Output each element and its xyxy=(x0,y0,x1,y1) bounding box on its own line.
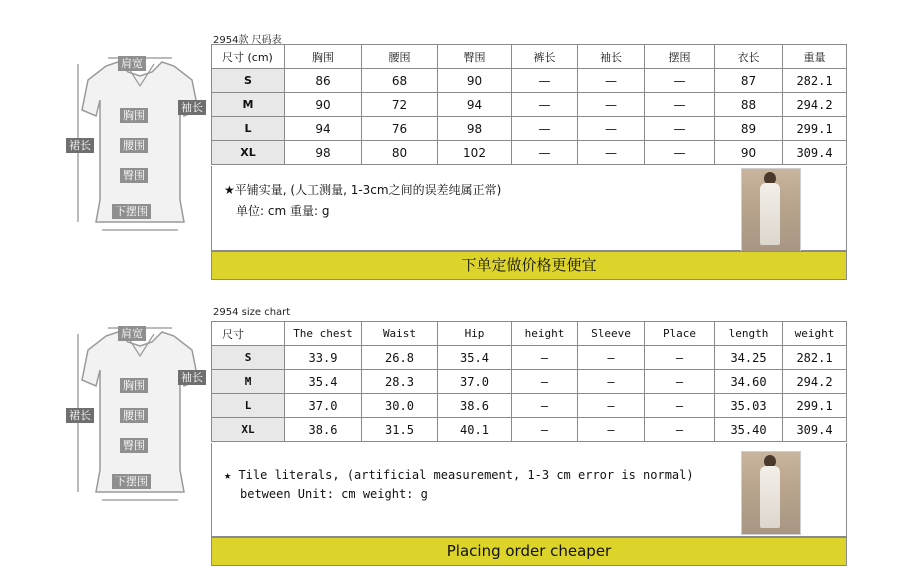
size-cell: XL xyxy=(212,418,285,442)
size-table xyxy=(211,44,847,165)
table-cell: — xyxy=(578,418,645,442)
label-chest: 胸围 xyxy=(120,108,148,123)
table-cell: 76 xyxy=(362,117,438,141)
table-cell: — xyxy=(645,418,715,442)
note-box xyxy=(211,443,847,537)
table-cell: 98 xyxy=(438,117,512,141)
table-cell: — xyxy=(578,93,645,117)
chart-title: 2954款 尺码表 xyxy=(213,35,282,46)
table-cell: 35.4 xyxy=(438,346,512,370)
header-cell: 裤长 xyxy=(512,45,578,69)
size-cell: M xyxy=(212,93,285,117)
header-cell: height xyxy=(512,322,578,346)
table-cell: 34.60 xyxy=(715,370,783,394)
table-cell: 35.40 xyxy=(715,418,783,442)
header-cell: 袖长 xyxy=(578,45,645,69)
header-cell: The chest xyxy=(285,322,362,346)
model-photo xyxy=(741,168,801,252)
table-row xyxy=(212,346,847,370)
table-cell: 94 xyxy=(438,93,512,117)
table-cell: — xyxy=(512,141,578,165)
table-cell: — xyxy=(645,141,715,165)
table-cell: 90 xyxy=(438,69,512,93)
table-cell: 89 xyxy=(715,117,783,141)
table-cell: 72 xyxy=(362,93,438,117)
table-cell: 98 xyxy=(285,141,362,165)
note-box xyxy=(211,166,847,251)
header-cell: 重量 xyxy=(783,45,847,69)
label-sleeve: 袖长 xyxy=(178,100,206,115)
table-cell: — xyxy=(578,69,645,93)
table-cell: 37.0 xyxy=(285,394,362,418)
table-cell: 33.9 xyxy=(285,346,362,370)
header-cell: Hip xyxy=(438,322,512,346)
table-cell: 294.2 xyxy=(783,370,847,394)
table-cell: 282.1 xyxy=(783,346,847,370)
garment-diagram xyxy=(66,320,216,505)
table-cell: — xyxy=(512,394,578,418)
header-cell: 衣长 xyxy=(715,45,783,69)
table-cell: 35.4 xyxy=(285,370,362,394)
chart-title: 2954 size chart xyxy=(213,307,291,318)
table-row xyxy=(212,394,847,418)
header-row xyxy=(212,45,847,69)
header-cell: 胸围 xyxy=(285,45,362,69)
size-cell: L xyxy=(212,394,285,418)
size-cell: L xyxy=(212,117,285,141)
table-cell: 40.1 xyxy=(438,418,512,442)
table-cell: — xyxy=(512,93,578,117)
table-cell: 80 xyxy=(362,141,438,165)
table-cell: 34.25 xyxy=(715,346,783,370)
label-shoulder: 肩宽 xyxy=(118,56,146,71)
header-cell: 腰围 xyxy=(362,45,438,69)
table-cell: 90 xyxy=(285,93,362,117)
table-cell: 31.5 xyxy=(362,418,438,442)
table-cell: — xyxy=(645,117,715,141)
promo-banner: 下单定做价格更便宜 xyxy=(211,251,847,280)
table-cell: 299.1 xyxy=(783,394,847,418)
table-cell: — xyxy=(645,370,715,394)
size-cell: S xyxy=(212,69,285,93)
label-hem: 下摆围 xyxy=(112,204,151,219)
table-cell: — xyxy=(645,394,715,418)
table-cell: — xyxy=(578,370,645,394)
table-cell: 37.0 xyxy=(438,370,512,394)
garment-diagram xyxy=(66,50,216,235)
table-cell: 35.03 xyxy=(715,394,783,418)
label-hip: 臀围 xyxy=(120,168,148,183)
table-cell: 90 xyxy=(715,141,783,165)
table-row xyxy=(212,370,847,394)
table-cell: — xyxy=(512,346,578,370)
header-cell: Place xyxy=(645,322,715,346)
table-cell: 309.4 xyxy=(783,141,847,165)
measurement-note: ★平铺实量, (人工测量, 1-3cm之间的误差纯属正常) xyxy=(224,183,502,197)
table-row xyxy=(212,93,847,117)
table-cell: 26.8 xyxy=(362,346,438,370)
header-cell: 臀围 xyxy=(438,45,512,69)
table-cell: — xyxy=(512,117,578,141)
header-cell: weight xyxy=(783,322,847,346)
table-row xyxy=(212,418,847,442)
header-cell: 尺寸 xyxy=(212,322,285,346)
size-cell: S xyxy=(212,346,285,370)
table-cell: 88 xyxy=(715,93,783,117)
label-shoulder: 肩宽 xyxy=(118,326,146,341)
size-cell: M xyxy=(212,370,285,394)
header-cell: length xyxy=(715,322,783,346)
table-cell: — xyxy=(512,370,578,394)
table-row xyxy=(212,69,847,93)
table-cell: 86 xyxy=(285,69,362,93)
promo-banner: Placing order cheaper xyxy=(211,537,847,566)
label-waist: 腰围 xyxy=(120,138,148,153)
header-cell: 摆围 xyxy=(645,45,715,69)
table-cell: 28.3 xyxy=(362,370,438,394)
label-length: 裙长 xyxy=(66,138,94,153)
unit-note: 单位: cm 重量: g xyxy=(236,204,330,218)
table-cell: 309.4 xyxy=(783,418,847,442)
table-cell: 299.1 xyxy=(783,117,847,141)
dress-icon xyxy=(760,466,780,528)
table-cell: — xyxy=(645,69,715,93)
table-cell: 94 xyxy=(285,117,362,141)
table-cell: 30.0 xyxy=(362,394,438,418)
table-cell: — xyxy=(645,346,715,370)
model-photo xyxy=(741,451,801,535)
header-cell: Waist xyxy=(362,322,438,346)
label-sleeve: 袖长 xyxy=(178,370,206,385)
label-chest: 胸围 xyxy=(120,378,148,393)
label-hip: 臀围 xyxy=(120,438,148,453)
label-waist: 腰围 xyxy=(120,408,148,423)
table-cell: — xyxy=(578,346,645,370)
dress-icon xyxy=(760,183,780,245)
size-cell: XL xyxy=(212,141,285,165)
table-cell: 87 xyxy=(715,69,783,93)
table-cell: 282.1 xyxy=(783,69,847,93)
label-hem: 下摆围 xyxy=(112,474,151,489)
size-chart-english xyxy=(0,285,898,576)
table-cell: 102 xyxy=(438,141,512,165)
header-cell: 尺寸 (cm) xyxy=(212,45,285,69)
header-cell: Sleeve xyxy=(578,322,645,346)
table-cell: — xyxy=(578,141,645,165)
table-cell: — xyxy=(645,93,715,117)
table-cell: 38.6 xyxy=(438,394,512,418)
size-table xyxy=(211,321,847,442)
table-cell: — xyxy=(512,418,578,442)
header-row xyxy=(212,322,847,346)
label-length: 裙长 xyxy=(66,408,94,423)
table-cell: — xyxy=(512,69,578,93)
unit-note: between Unit: cm weight: g xyxy=(240,487,428,501)
table-cell: 38.6 xyxy=(285,418,362,442)
table-cell: 294.2 xyxy=(783,93,847,117)
table-row xyxy=(212,117,847,141)
measurement-note: ★ Tile literals, (artificial measurement, 1-3 cm error is normal) xyxy=(224,468,694,482)
table-cell: — xyxy=(578,394,645,418)
table-row xyxy=(212,141,847,165)
table-cell: — xyxy=(578,117,645,141)
table-cell: 68 xyxy=(362,69,438,93)
